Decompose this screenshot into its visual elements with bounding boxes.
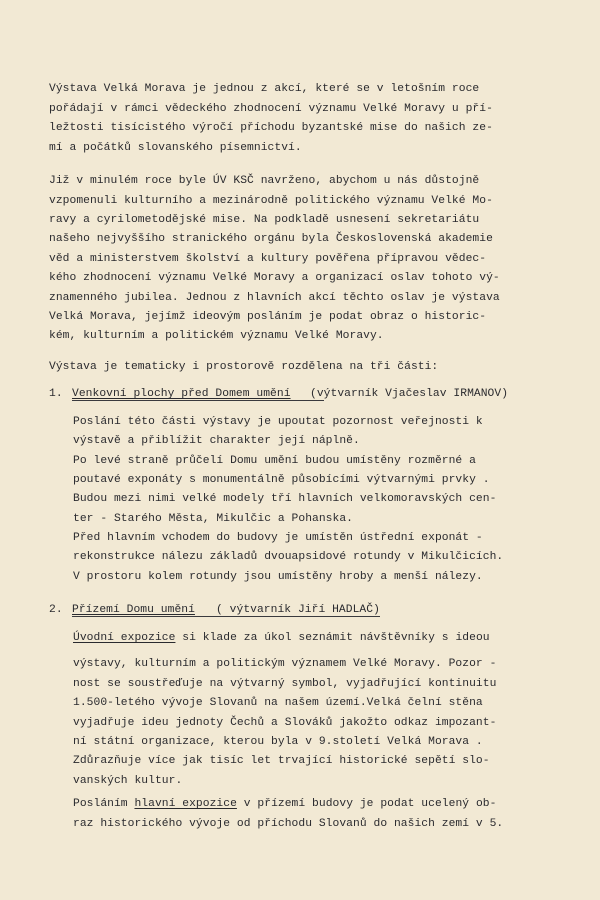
text-line: Zdůrazňuje více jak tisíc let trvající historické sepětí slo- <box>73 755 490 767</box>
text-line: V prostoru kolem rotundy jsou umístěny hroby a menší nálezy. <box>73 571 483 583</box>
section-number: 2. <box>49 604 63 616</box>
section-designer: (výtvarník Vjačeslav IRMANOV) <box>310 388 509 400</box>
section-designer: ( výtvarník Jiří HADLAČ) <box>216 604 380 616</box>
text-line: nost se soustřeďuje na výtvarný symbol, vyjadřující kontinuitu <box>73 678 497 690</box>
text-line: kého zhodnocení významu Velké Moravy a organizací oslav tohoto vý- <box>49 272 500 284</box>
text-line: vanských kultur. <box>73 775 183 787</box>
main-expo-label: hlavní expozice <box>134 798 237 810</box>
text-line: Velká Morava, jejímž ideovým posláním je podat obraz o historic- <box>49 311 487 323</box>
intro-expo-label: Úvodní expozice <box>73 632 176 644</box>
text-line: ter - Starého Města, Mikulčic a Pohanska. <box>73 513 353 525</box>
text-line: Výstava Velká Morava je jednou z akcí, které se v letošním roce <box>49 83 480 95</box>
text-line: ní státní organizace, kterou byla v 9.století Velká Morava . <box>73 736 483 748</box>
main-expo-pre: Posláním <box>73 798 135 810</box>
main-expo-post: v přízemí budovy je podat ucelený ob- <box>236 798 497 810</box>
text-line: vzpomenuli kulturního a mezinárodně politického významu Velké Mo- <box>49 195 493 207</box>
section-number: 1. <box>49 388 63 400</box>
text-line: Budou mezi nimi velké modely tří hlavních velkomoravských cen- <box>73 493 497 505</box>
text-line: Před hlavním vchodem do budovy je umístěn ústřední exponát - <box>73 532 483 544</box>
text-line: výstavě a přiblížit charakter její náplně. <box>73 435 360 447</box>
text-line: našeho nejvyššího stranického orgánu byla Československá akademie <box>49 233 493 245</box>
text-line: věd a ministerstvem školství a kultury pověřena přípravou vědec- <box>49 253 487 265</box>
text-line: poutavé exponáty s monumentálně působícími výtvarnými prvky . <box>73 474 490 486</box>
text-line: mí a počátků slovanského písemnictví. <box>49 142 302 154</box>
intro-expo-rest: si klade za úkol seznámit návštěvníky s ideou <box>175 632 490 644</box>
paragraph-division: Výstava je tematicky i prostorově rozdělena na tři části: <box>49 361 439 373</box>
section-underline <box>72 616 380 617</box>
section-title: Přízemí Domu umění <box>72 604 195 616</box>
text-line <box>73 631 490 645</box>
text-line: ležtosti tisícistého výročí příchodu byzantské mise do našich ze- <box>49 122 493 134</box>
text-line: Již v minulém roce byle ÚV KSČ navrženo, abychom u nás důstojně <box>49 175 480 187</box>
text-line: vyjadřuje ideu jednoty Čechů a Slováků jakožto odkaz impozant- <box>73 717 497 729</box>
text-line: znamenného jubilea. Jednou z hlavních akcí těchto oslav je výstava <box>49 292 500 304</box>
text-line <box>73 797 496 811</box>
text-line: pořádají v rámci vědeckého zhodnocení významu Velké Moravy u pří- <box>49 103 493 115</box>
section-title: Venkovní plochy před Domem umění <box>72 388 291 400</box>
text-line: Poslání této části výstavy je upoutat pozornost veřejnosti k <box>73 416 483 428</box>
text-line: raz historického vývoje od příchodu Slovanů do našich zemí v 5. <box>73 818 504 830</box>
text-line: ravy a cyrilometodějské mise. Na podkladě usnesení sekretariátu <box>49 214 480 226</box>
text-line: kém, kulturním a politickém významu Velké Moravy. <box>49 330 384 342</box>
section-underline <box>72 400 324 401</box>
text-line: Po levé straně průčelí Domu umění budou umístěny rozměrné a <box>73 455 476 467</box>
text-line: výstavy, kulturním a politickým významem Velké Moravy. Pozor - <box>73 658 497 670</box>
text-line: 1.500-letého vývoje Slovanů na našem území.Velká čelní stěna <box>73 697 483 709</box>
text-line: rekonstrukce nálezu základů dvouapsidové rotundy v Mikulčicích. <box>73 551 504 563</box>
